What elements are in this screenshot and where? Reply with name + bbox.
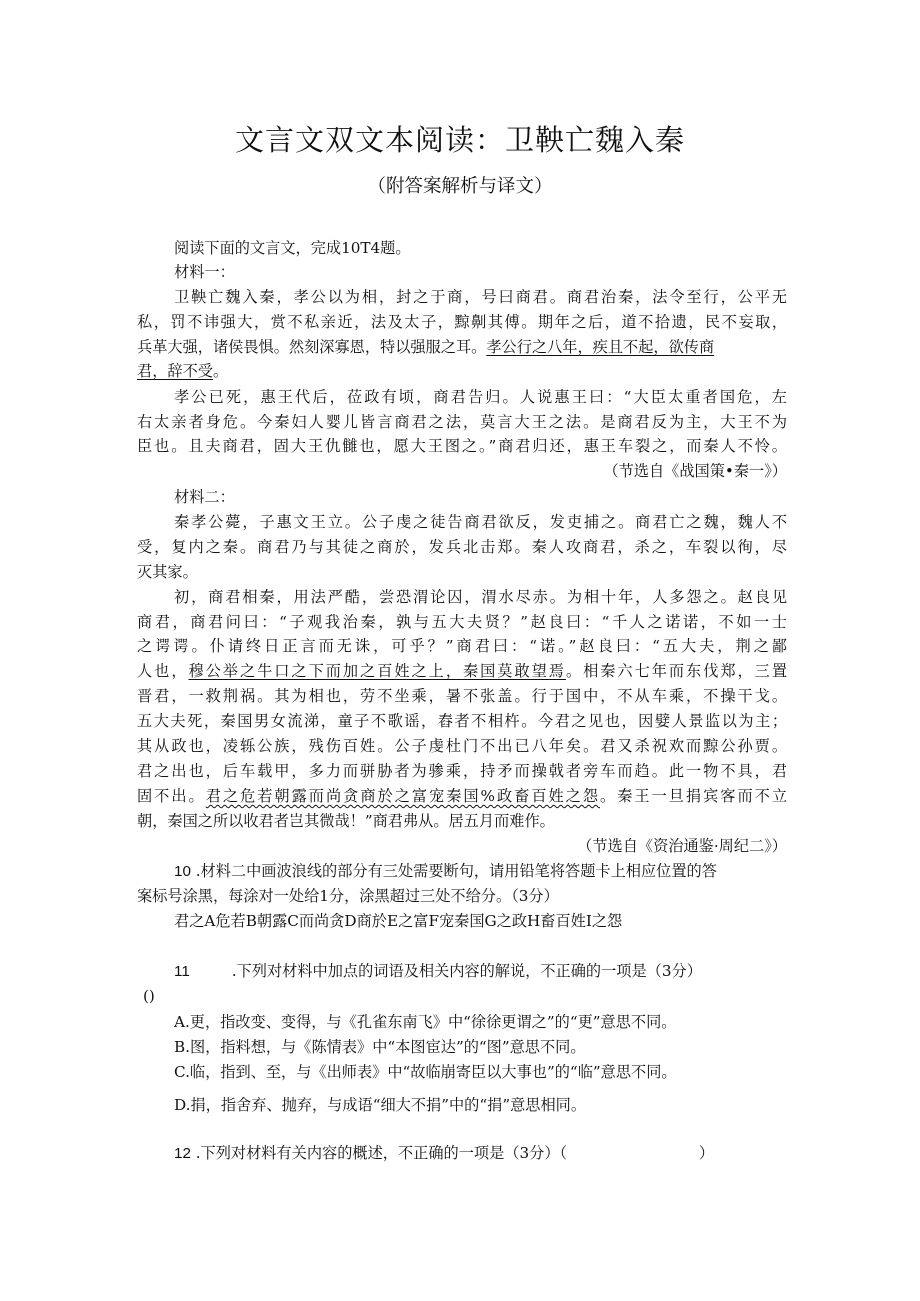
intro-text: 阅读下面的文言文，完成10T4题。 [174, 239, 411, 257]
m2-line: 秦孝公薨，子惠文王立。公子虔之徒告商君欲反，发吏捕之。商君亡之魏，魏人不 [174, 513, 787, 531]
m1-line: 孝公已死，惠王代后，莅政有顷，商君告归。人说惠王曰：“大臣太重者国危，左 [174, 388, 787, 406]
question-stem: .材料二中画波浪线的部分有三处需要断句，请用铅笔将答题卡上相应位置的答 [195, 862, 717, 880]
m2-line: 商君，商君问曰：“子观我治秦，孰与五大夫贤？”赵良曰：“千人之诺诺，不如一士 [137, 613, 787, 631]
question-11 [174, 961, 787, 982]
option-c: C.临，指到、至，与《出师表》中“故临崩寄臣以大事也”的“临”意思不同。 [174, 1063, 677, 1081]
m1-text: 兵革大强，诸侯畏惧。然刻深寡恩，特以强服之耳。 [137, 338, 487, 356]
document-title: 文言文双文本阅读：卫鞅亡魏入秦 [234, 123, 685, 157]
material-one-label: 材料一： [174, 263, 235, 281]
m2-line: 君之出也，后车载甲，多力而骈胁者为骖乘，持矛而操戟者旁车而趋。此一物不具，君 [137, 762, 787, 780]
option-a: A.更，指改变、变得，与《孔雀东南飞》中“徐徐更谓之”的“更”意思不同。 [174, 1013, 677, 1031]
m2-line [137, 786, 787, 806]
m1-line [137, 361, 787, 381]
m1-line: 右太亲者身危。今秦妇人婴儿皆言商君之法，莫言大王之法。是商君反为主，大王不为 [137, 413, 787, 431]
question-10 [174, 861, 824, 882]
m2-wavy-text: 君之危若朝露而尚贪商於之富宠秦国%政畜百姓之怨 [205, 787, 601, 805]
m2-underlined-text: 穆公举之牛口之下而加之百姓之上，秦国莫敢望焉 [188, 662, 566, 680]
question-10-cont: 案标号涂黑，每涂对一处给1分，涂黑超过三处不给分。（3分） [137, 887, 559, 905]
m2-line: 灭其家。 [137, 563, 198, 581]
question-number: 11 [174, 963, 190, 980]
m2-text: 人也， [137, 662, 189, 680]
m2-line: 五大夫死，秦国男女流涕，童子不歌谣，舂者不相杵。今君之见也，因嬖人景监以为主； [137, 712, 787, 730]
question-10-options: 君之A危若B朝露C而尚贪D商於E之富F宠秦国G之政H畜百姓I之怨 [174, 912, 623, 930]
m1-line: 臣也。且夫商君，固大王仇雠也，愿大王图之。”商君归还，惠王车裂之，而秦人不怜。 [137, 437, 787, 455]
m2-line: 朝，秦国之所以收君者岂其微哉！”商君弗从。居五月而难作。 [137, 812, 555, 830]
m1-line [137, 337, 787, 357]
material-two-label: 材料二： [174, 488, 235, 506]
m2-line: 受，复内之秦。商君乃与其徒之商於，发兵北击郑。秦人攻商君，杀之，车裂以徇，尽 [137, 538, 787, 556]
m2-line: 晋君，一救荆祸。其为相也，劳不坐乘，暑不张盖。行于国中，不从车乘，不操干戈。 [137, 687, 787, 705]
question-stem: .下列对材料中加点的词语及相关内容的解说，不正确的一项是（3分） [231, 962, 702, 980]
question-number: 10 [174, 863, 191, 880]
m2-source: （节选自《资治通鉴·周纪二》） [577, 837, 787, 855]
m2-text: 固不出。 [137, 787, 206, 805]
question-12 [174, 1143, 714, 1164]
answer-paren: () [143, 987, 155, 1005]
m1-line: 私，罚不讳强大，赏不私亲近，法及太子，黥劓其傅。期年之后，道不拾遗，民不妄取， [137, 313, 787, 331]
m1-text: 。 [212, 362, 229, 380]
m2-line [137, 661, 787, 681]
m2-line: 初，商君相秦，用法严酷，尝恐渭论囚，渭水尽赤。为相十年，人多怨之。赵良见 [174, 588, 787, 606]
answer-paren-close: ） [698, 1144, 714, 1162]
m2-line: 其从政也，凌轹公族，残伤百姓。公子虔杜门不出已八年矣。君又杀祝欢而黥公孙贾。 [137, 737, 787, 755]
question-stem: .下列对材料有关内容的概述，不正确的一项是（3分）（ [195, 1144, 568, 1162]
m2-text: 。相秦六七年而东伐郑，三置 [565, 662, 788, 680]
m1-source: （节选自《战国策•秦一》） [603, 462, 787, 480]
m1-line: 卫鞅亡魏入秦，孝公以为相，封之于商，号曰商君。商君治秦，法令至行，公平无 [174, 288, 787, 306]
option-d: D.捐，指舍弃、抛弃，与成语“细大不捐”中的“捐”意思相同。 [174, 1096, 587, 1114]
m1-underlined-text: 君，辞不受 [137, 362, 213, 380]
m1-underlined-text: 孝公行之八年，疾且不起，欲传商 [486, 338, 715, 356]
question-number: 12 [174, 1145, 191, 1162]
m2-line: 之谔谔。仆请终日正言而无诛，可乎？”商君曰：“诺。”赵良曰：“五大夫，荆之鄙 [137, 637, 787, 655]
option-b: B.图，指料想，与《陈情表》中“本图宦达”的“图”意思不同。 [174, 1038, 586, 1056]
document-subtitle: （附答案解析与译文） [367, 176, 553, 197]
m2-text: 。秦王一旦捐宾客而不立 [600, 787, 788, 805]
